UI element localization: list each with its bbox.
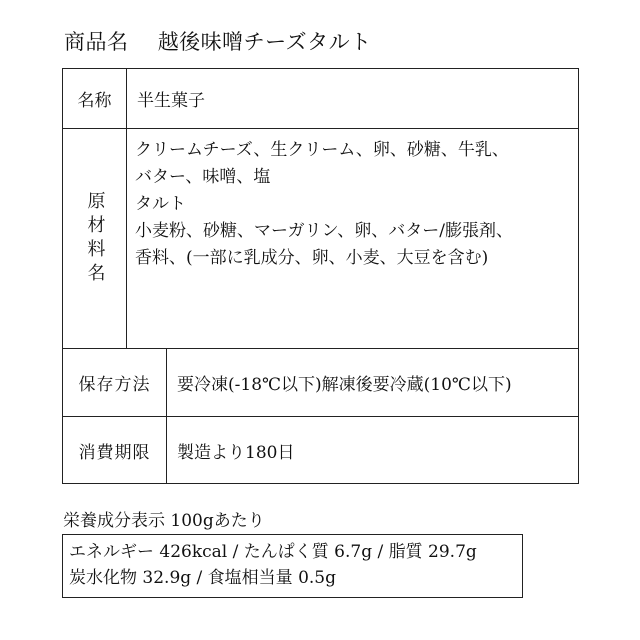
table-row-expiry <box>63 417 578 483</box>
ingredients-line: 小麦粉、砂糖、マーガリン、卵、バター/膨張剤、 <box>135 221 514 241</box>
table-row-name <box>63 69 578 129</box>
ingredients-line: バター、味噌、塩 <box>135 167 271 187</box>
nutrition-line: エネルギー 426kcal / たんぱく質 6.7g / 脂質 29.7g <box>69 542 477 562</box>
ingredients-value <box>127 129 578 348</box>
product-name-value: 越後味噌チーズタルト <box>157 30 372 54</box>
ingredients-line: クリームチーズ、生クリーム、卵、砂糖、牛乳、 <box>135 140 509 160</box>
nutrition-line: 炭水化物 32.9g / 食塩相当量 0.5g <box>69 568 336 588</box>
name-header: 名称 <box>63 69 127 128</box>
expiry-value: 製造より180日 <box>177 442 295 463</box>
ingredients-line: タルト <box>135 194 186 214</box>
nutrition-box <box>62 534 523 598</box>
product-name-label: 商品名 <box>64 30 129 54</box>
ingredients-header: 原材料名 <box>84 190 106 287</box>
table-row-ingredients <box>63 129 578 349</box>
ingredients-header-cell <box>63 129 127 348</box>
expiry-header: 消費期限 <box>63 417 167 483</box>
name-value: 半生菓子 <box>137 91 205 111</box>
table-row-storage <box>63 349 578 417</box>
product-info-table <box>62 68 579 484</box>
storage-header: 保存方法 <box>63 349 167 416</box>
ingredients-line: 香料、(一部に乳成分、卵、小麦、大豆を含む) <box>135 248 489 268</box>
product-name-heading <box>64 26 372 56</box>
nutrition-title: 栄養成分表示 100gあたり <box>63 511 265 531</box>
storage-value: 要冷凍(-18℃以下)解凍後要冷蔵(10℃以下) <box>177 375 512 395</box>
